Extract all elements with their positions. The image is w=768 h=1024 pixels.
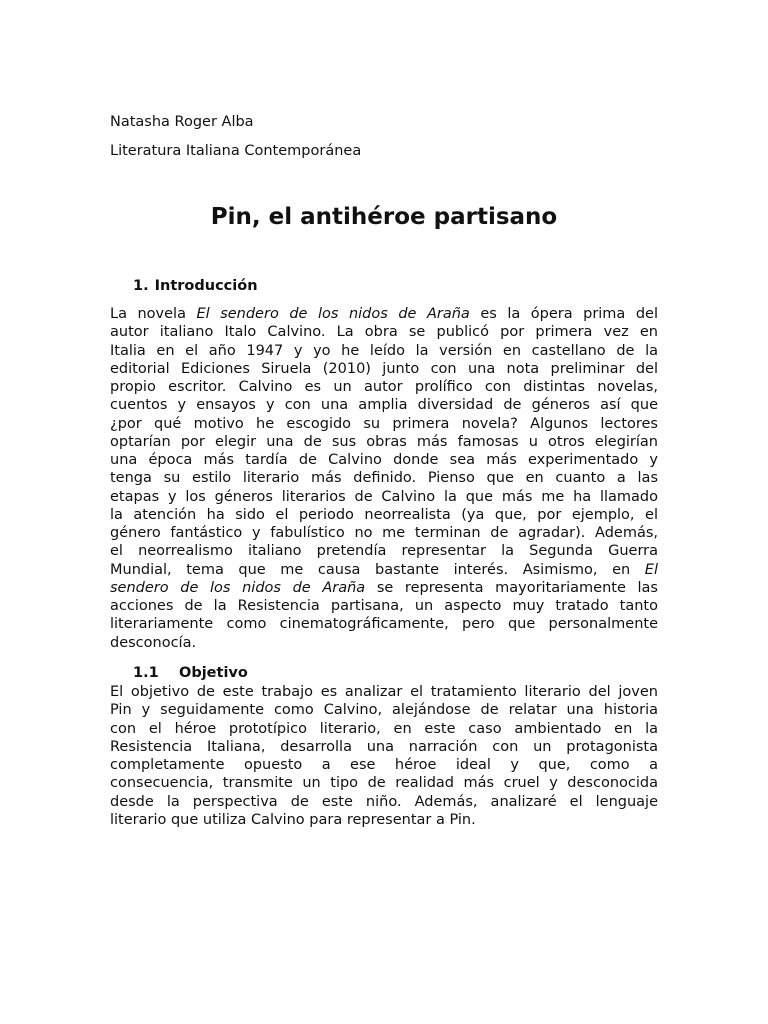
text-line: la atención ha sido el periodo neorrealista (ya que, por ejemplo, el	[110, 506, 658, 523]
course-name: Literatura Italiana Contemporánea	[110, 143, 362, 159]
page-title: Pin, el antihéroe partisano	[210, 204, 558, 230]
author-name: Natasha Roger Alba	[110, 114, 254, 130]
book-title-italic: El sendero de los nidos de Araña	[196, 306, 470, 322]
text-line: género fantástico y fabulístico no me terminan de agradar). Además,	[110, 525, 658, 541]
book-title-italic: sendero de los nidos de Araña	[110, 579, 366, 596]
text-line: literariamente como cinematográficamente, pero que personalmente	[110, 616, 658, 633]
book-title-italic: El	[644, 561, 658, 578]
text-line: tenga su estilo literario más definido. Pienso que en cuanto a las	[110, 470, 658, 487]
text-line: propio escritor. Calvino es un autor prolífico con distintas novelas,	[110, 379, 658, 395]
text-line: Italia en el año 1947 y yo he leído la versión en castellano de la	[110, 342, 658, 359]
text-line: Resistencia Italiana, desarrolla una narración con un protagonista	[110, 738, 658, 755]
objective-paragraph	[110, 683, 658, 829]
section-heading-introduccion	[133, 277, 258, 295]
text-line: optarían por elegir una de sus obras más famosas u otros elegirían	[110, 433, 658, 450]
introduction-paragraph	[110, 305, 658, 652]
text-line: ¿por qué motivo he escogido su primera novela? Algunos lectores	[110, 415, 658, 432]
subsection-number: 1.1	[133, 665, 159, 681]
text-line: Pin y seguidamente como Calvino, alejándose de relatar una historia	[110, 702, 658, 719]
text-line: sendero de los nidos de Araña se representa mayoritariamente las	[110, 579, 658, 596]
text-line: desde la perspectiva de este niño. Además, analizaré el lenguaje	[110, 793, 658, 810]
text-line: autor italiano Italo Calvino. La obra se publicó por primera vez en	[110, 324, 658, 341]
text-line: literario que utiliza Calvino para representar a Pin.	[110, 811, 476, 828]
text-line: cuentos y ensayos y con una amplia diversidad de géneros así que	[110, 397, 658, 414]
section-title: Introducción	[154, 278, 258, 294]
subsection-title: Objetivo	[179, 665, 248, 681]
text-line: Mundial, tema que me causa bastante interés. Asimismo, en El	[110, 561, 658, 578]
section-number: 1.	[133, 278, 149, 294]
subsection-heading-objetivo	[133, 664, 248, 682]
text-line: acciones de la Resistencia partisana, un aspecto muy tratado tanto	[110, 598, 658, 614]
text-line: con el héroe prototípico literario, en este caso ambientado en la	[110, 720, 658, 737]
text-line: etapas y los géneros literarios de Calvino la que más me ha llamado	[110, 488, 658, 505]
text-line: La novela El sendero de los nidos de Araña es la ópera prima del	[110, 306, 658, 322]
text-line: desconocía.	[110, 634, 197, 651]
text-line: una época más tardía de Calvino donde sea más experimentado y	[110, 452, 658, 468]
text-line: El objetivo de este trabajo es analizar el tratamiento literario del joven	[110, 684, 658, 700]
text-line: el neorrealismo italiano pretendía representar la Segunda Guerra	[110, 543, 658, 560]
text-line: editorial Ediciones Siruela (2010) junto con una nota preliminar del	[110, 360, 658, 377]
text-line: completamente opuesto a ese héroe ideal y que, como a	[110, 757, 658, 773]
text-line: consecuencia, transmite un tipo de realidad más cruel y desconocida	[110, 775, 658, 792]
